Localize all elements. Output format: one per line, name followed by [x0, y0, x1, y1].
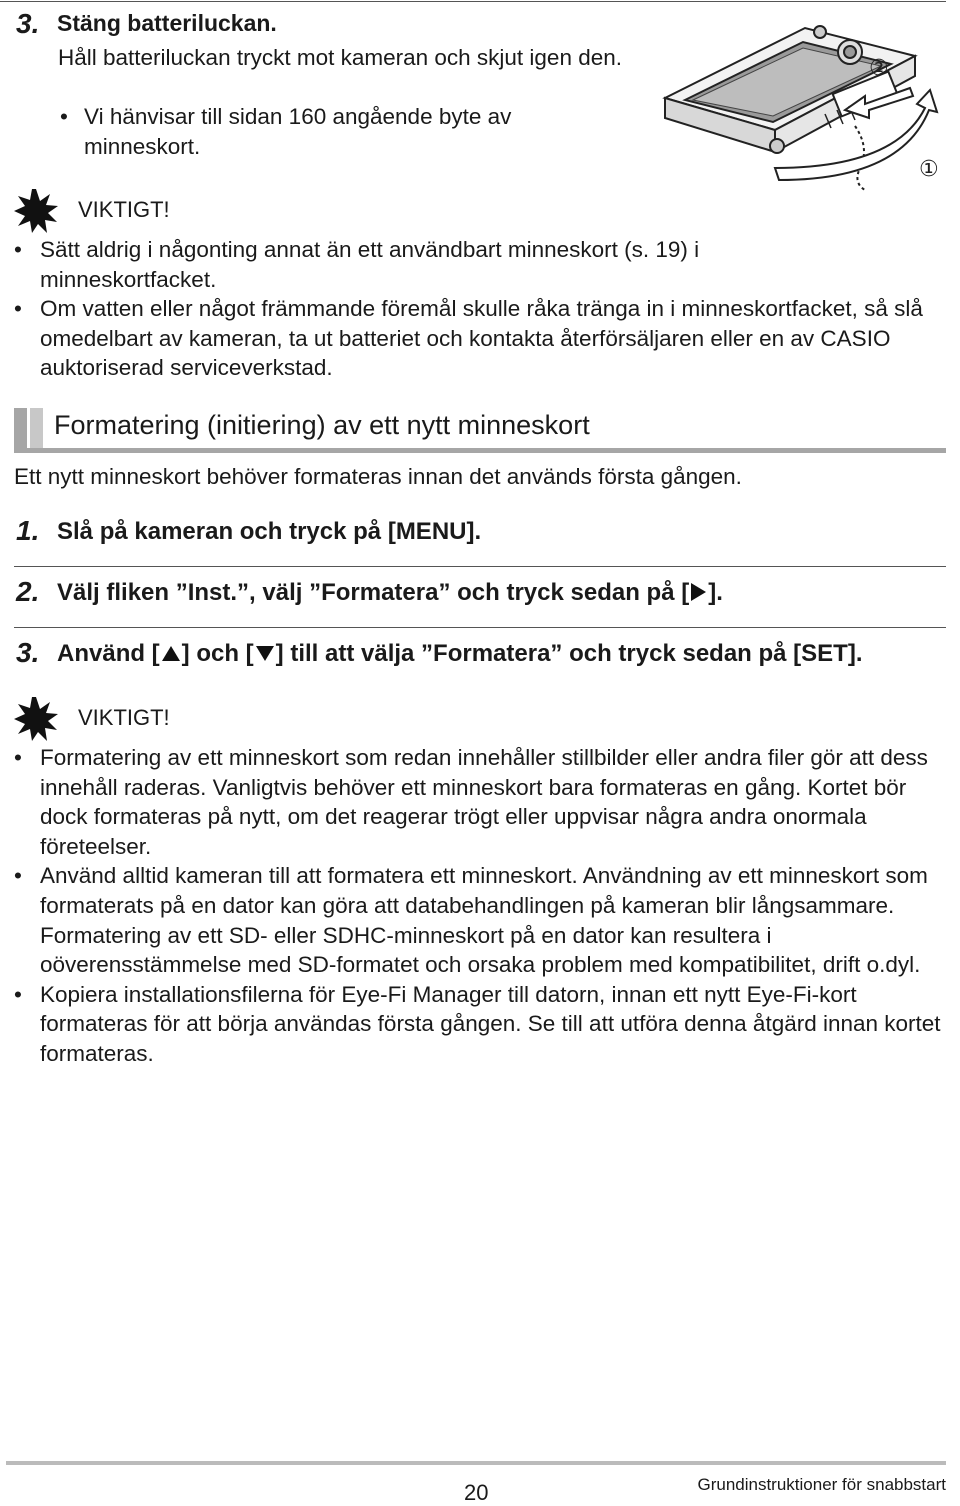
list-item: • Sätt aldrig i någonting annat än ett användbart minneskort (s. 19) i minneskortfacket. [14, 237, 700, 292]
step-number: 3. [16, 8, 40, 39]
important-starburst-icon [14, 697, 58, 741]
right-arrow-icon [691, 583, 706, 601]
up-arrow-icon [162, 646, 180, 661]
heading-bar-dark [14, 408, 27, 452]
step-number: 1. [16, 515, 40, 546]
step-number: 3. [16, 637, 40, 668]
heading-underline [14, 448, 946, 453]
list-item: • Använd alltid kameran till att formatera ett minneskort. Användning av ett minneskort som formaterats på en dator kan göra att databehandlingen på kameran blir långsammare. Formatering av ett SD- eller SDHC-minneskort på en dator kan resultera i oöverensstämmelse med SD-formatet och orsaka problem med kompatibilitet, drift o.dyl. [14, 863, 928, 978]
callout-one: ① [919, 157, 939, 182]
list-item: • Om vatten eller något främmande föremål skulle råka tränga in i minneskortfacket, så slå omedelbart av kameran, ta ut batteriet och kontakta återförsäljaren eller en av CASIO auktoriserad serviceverkstad. [14, 296, 923, 381]
page-number: 20 [464, 1480, 489, 1505]
down-arrow-icon [256, 646, 274, 661]
footer-rule [6, 1461, 946, 1465]
important-label: VIKTIGT! [78, 197, 170, 222]
chapter-title: Grundinstruktioner för snabbstart [697, 1475, 946, 1494]
step-title: Slå på kameran och tryck på [MENU]. [57, 518, 482, 545]
callout-two: ② [869, 56, 889, 81]
important-list [0, 235, 946, 383]
important-starburst-icon [14, 189, 58, 233]
step-body: Håll batteriluckan tryckt mot kameran och skjut igen den. [58, 45, 623, 70]
step-title: Stäng batteriluckan. [57, 10, 277, 36]
camera-battery-cover-illustration [655, 18, 955, 198]
list-item: • Formatering av ett minneskort som redan innehåller stillbilder eller andra filer gör att dess innehåll raderas. Vanligtvis behöver ett minneskort bara formateras en gång. Kortet bör dock formateras på nytt, om det reagerar trögt eller uppvisar några andra onormala företeelser. [14, 745, 928, 859]
step-divider [14, 566, 946, 567]
step-title: Använd [ ] och [ ] till att välja ”Formatera” och tryck sedan på [SET]. [57, 640, 863, 667]
step-title: Välj fliken ”Inst.”, välj ”Formatera” och tryck sedan på [ ]. [57, 579, 723, 606]
list-item: • Kopiera installationsfilerna för Eye-Fi Manager till datorn, innan ett nytt Eye-Fi-kort formateras för att börja användas första gången. Se till att utföra denna åtgärd innan kortet formateras. [14, 981, 941, 1066]
section-title: Formatering (initiering) av ett nytt minneskort [54, 410, 590, 440]
top-rule [0, 1, 946, 2]
step-divider [14, 627, 946, 628]
step-number: 2. [16, 576, 40, 607]
important-label: VIKTIGT! [78, 705, 170, 730]
step-bullet: • Vi hänvisar till sidan 160 angående byte av minneskort. [60, 104, 512, 159]
important-list [0, 743, 946, 1069]
heading-bar-light [30, 408, 43, 452]
section-intro: Ett nytt minneskort behöver formateras innan det används första gången. [14, 464, 742, 489]
